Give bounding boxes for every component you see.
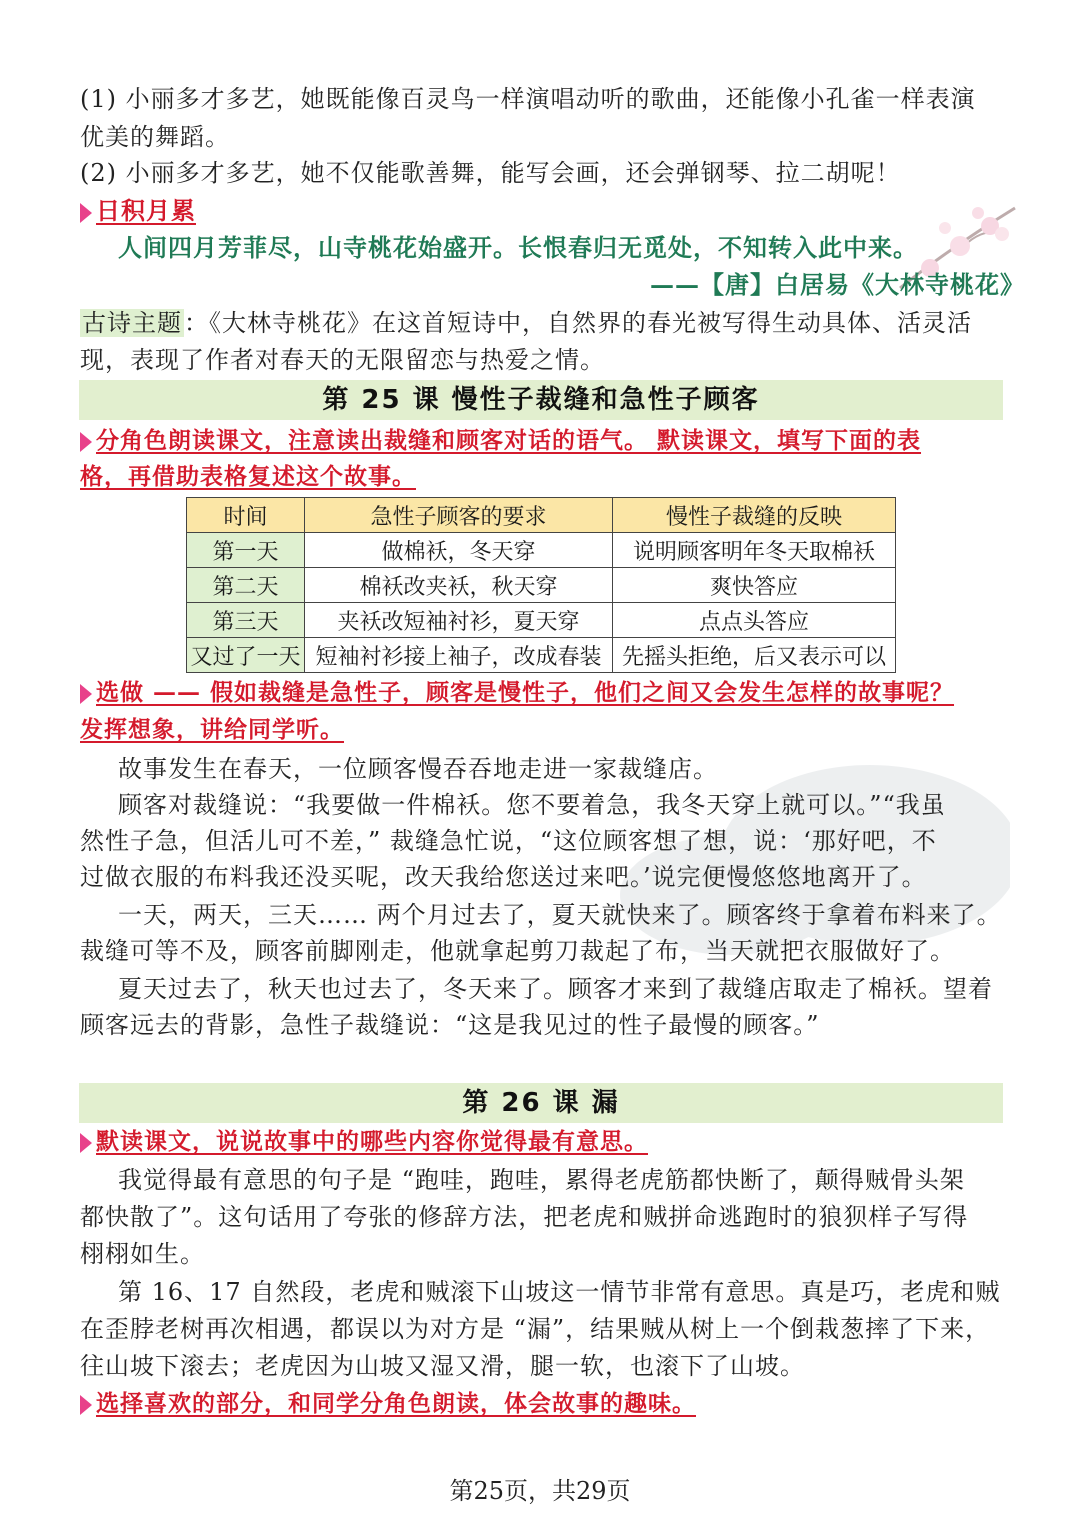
table-header-cell: 慢性子裁缝的反映 bbox=[613, 498, 896, 533]
table-cell-request: 做棉袄，冬天穿 bbox=[305, 533, 613, 568]
answer-paragraph-cont: 栩栩如生。 bbox=[80, 1240, 205, 1268]
story-paragraph-cont: 然性子急，但活儿可不差，” 裁缝急忙说，“这位顾客想了想，说：‘那好吧，不 bbox=[80, 827, 937, 855]
table-cell-time: 又过了一天 bbox=[187, 638, 305, 673]
table-cell-response: 点点头答应 bbox=[613, 603, 896, 638]
table-header-row bbox=[187, 498, 896, 533]
lesson-26-task-2-text: 选择喜欢的部分，和同学分角色朗读，体会故事的趣味。 bbox=[96, 1390, 696, 1417]
story-paragraph: 夏天过去了，秋天也过去了，冬天来了。顾客才来到了裁缝店取走了棉袄。望着 bbox=[118, 975, 993, 1003]
table-row bbox=[187, 568, 896, 603]
story-paragraph-cont: 裁缝可等不及，顾客前脚刚走，他就拿起剪刀裁起了布，当天就把衣服做好了。 bbox=[80, 937, 955, 965]
lesson-25-task-1-text: 分角色朗读课文，注意读出裁缝和顾客对话的语气。 默读课文，填写下面的表 bbox=[96, 427, 922, 454]
example-sentence-1-cont: 优美的舞蹈。 bbox=[80, 123, 230, 151]
lesson-25-task-1-cont: 格，再借助表格复述这个故事。 bbox=[80, 463, 416, 490]
example-sentence-1: (1) 小丽多才多艺，她既能像百灵鸟一样演唱动听的歌曲，还能像小孔雀一样表演 bbox=[80, 85, 976, 113]
table-cell-time: 第二天 bbox=[187, 568, 305, 603]
answer-paragraph-cont: 往山坡下滚去；老虎因为山坡又湿又滑，腿一软，也滚下了山坡。 bbox=[80, 1352, 805, 1380]
table-cell-time: 第一天 bbox=[187, 533, 305, 568]
heading-arrow-icon bbox=[80, 1395, 92, 1415]
table-cell-request: 棉袄改夹袄，秋天穿 bbox=[305, 568, 613, 603]
lesson-25-task-2-text: 选做 —— 假如裁缝是急性子，顾客是慢性子，他们之间又会发生怎样的故事呢？ bbox=[96, 679, 955, 706]
answer-paragraph-cont: 在歪脖老树再次相遇，都误以为对方是 “漏”，结果贼从树上一个倒栽葱摔了下来， bbox=[80, 1315, 991, 1343]
story-paragraph: 故事发生在春天，一位顾客慢吞吞地走进一家裁缝店。 bbox=[118, 755, 718, 783]
accumulate-heading-text: 日积月累 bbox=[96, 196, 196, 225]
story-paragraph: 顾客对裁缝说：“我要做一件棉袄。您不要着急，我冬天穿上就可以。”“我虽 bbox=[118, 791, 946, 819]
poem-theme-label: 古诗主题 bbox=[82, 309, 182, 337]
table-row bbox=[187, 638, 896, 673]
table-cell-time: 第三天 bbox=[187, 603, 305, 638]
story-paragraph-cont: 过做衣服的布料我还没买呢，改天我给您送过来吧。’说完便慢悠悠地离开了。 bbox=[80, 863, 927, 891]
story-paragraph-cont: 顾客远去的背影，急性子裁缝说：“这是我见过的性子最慢的顾客。” bbox=[80, 1011, 820, 1039]
lesson-25-title: 第 25 课 慢性子裁缝和急性子顾客 bbox=[79, 380, 1003, 420]
example-sentence-2: (2) 小丽多才多艺，她不仅能歌善舞，能写会画，还会弹钢琴、拉二胡呢！ bbox=[80, 159, 901, 187]
table-header-cell: 急性子顾客的要求 bbox=[305, 498, 613, 533]
poem-theme-text: ：《大林寺桃花》在这首短诗中，自然界的春光被写得生动具体、活灵活 bbox=[184, 309, 972, 337]
poem-text: 人间四月芳菲尽，山寺桃花始盛开。长恨春归无觅处，不知转入此中来。 bbox=[118, 233, 918, 262]
page-number: 第25页，共29页 bbox=[449, 1477, 631, 1505]
table-cell-response: 先摇头拒绝，后又表示可以 bbox=[613, 638, 896, 673]
poem-source: ——【唐】白居易《大林寺桃花》 bbox=[650, 270, 1025, 299]
poem-theme bbox=[80, 306, 972, 340]
table-header-cell: 时间 bbox=[187, 498, 305, 533]
table-cell-request: 短袖衬衫接上袖子，改成春装 bbox=[305, 638, 613, 673]
table-row bbox=[187, 533, 896, 568]
lesson-25-task-2-cont: 发挥想象，讲给同学听。 bbox=[80, 716, 344, 743]
story-table bbox=[186, 497, 896, 673]
answer-paragraph: 我觉得最有意思的句子是 “跑哇，跑哇，累得老虎筋都快断了，颠得贼骨头架 bbox=[118, 1166, 965, 1194]
lesson-26-task-2 bbox=[80, 1387, 696, 1421]
answer-paragraph: 第 16、17 自然段，老虎和贼滚下山坡这一情节非常有意思。真是巧，老虎和贼 bbox=[118, 1278, 1001, 1306]
table-cell-request: 夹袄改短袖衬衫，夏天穿 bbox=[305, 603, 613, 638]
lesson-26-task-1 bbox=[80, 1125, 648, 1159]
accumulate-heading bbox=[80, 194, 196, 228]
heading-arrow-icon bbox=[80, 1133, 92, 1153]
heading-arrow-icon bbox=[80, 203, 92, 223]
heading-arrow-icon bbox=[80, 684, 92, 704]
lesson-25-task-2 bbox=[80, 676, 954, 710]
story-paragraph: 一天，两天，三天…… 两个月过去了，夏天就快来了。顾客终于拿着布料来了。 bbox=[118, 901, 1002, 929]
lesson-25-task-1 bbox=[80, 424, 921, 458]
lesson-26-title: 第 26 课 漏 bbox=[79, 1083, 1003, 1123]
table-cell-response: 说明顾客明年冬天取棉袄 bbox=[613, 533, 896, 568]
table-cell-response: 爽快答应 bbox=[613, 568, 896, 603]
lesson-26-task-1-text: 默读课文，说说故事中的哪些内容你觉得最有意思。 bbox=[96, 1128, 648, 1155]
poem-theme-cont: 现，表现了作者对春天的无限留恋与热爱之情。 bbox=[80, 346, 605, 374]
answer-paragraph-cont: 都快散了”。这句话用了夸张的修辞方法，把老虎和贼拼命逃跑时的狼狈样子写得 bbox=[80, 1203, 969, 1231]
heading-arrow-icon bbox=[80, 432, 92, 452]
table-row bbox=[187, 603, 896, 638]
